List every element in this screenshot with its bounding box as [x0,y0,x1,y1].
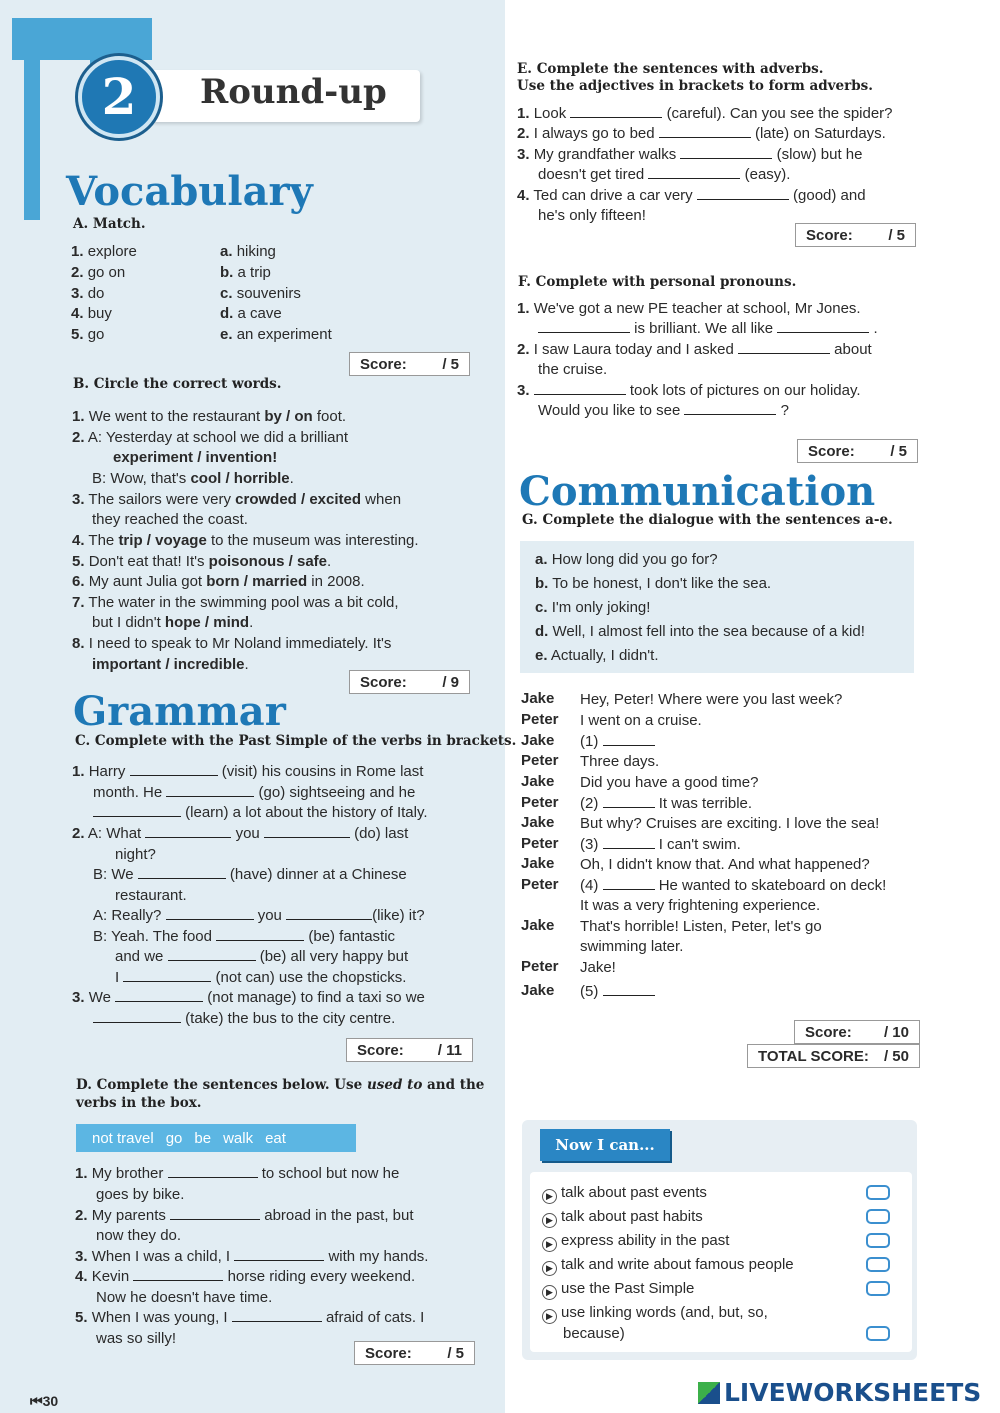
can-do-checkbox[interactable] [866,1281,890,1296]
dialogue-line: (4) He wanted to skateboard on deck! [580,877,887,894]
grammar-d-line: was so silly! [96,1330,177,1347]
pronoun-line: 3. took lots of pictures on our holiday. [517,382,861,399]
dialogue-option-b: b. To be honest, I don't like the sea. [535,575,772,592]
dialogue-line: That's horrible! Listen, Peter, let's go [580,918,822,935]
dialogue-line: I went on a cruise. [580,712,702,729]
answer-blank[interactable] [777,320,869,333]
circle-option[interactable]: important / incredible [92,656,245,673]
circle-sentence-3-cont: they reached the coast. [92,511,248,528]
answer-blank[interactable] [738,341,830,354]
grammar-c-line: B: We (have) dinner at a Chinese [93,866,407,883]
dialogue-speaker: Jake [521,855,555,872]
exercise-f-instruction: F. Complete with personal pronouns. [518,274,797,290]
answer-blank[interactable] [123,969,211,982]
answer-blank[interactable] [166,784,254,797]
grammar-c-line: 2. A: What you (do) last [72,825,409,842]
circle-sentence-3: 3. The sailors were very crowded / excited when [72,491,402,508]
dialogue-speaker: Jake [521,732,555,749]
dialogue-speaker: Peter [521,794,559,811]
dialogue-line: (2) It was terrible. [580,795,753,812]
score-box-a: Score: / 5 [349,352,470,376]
match-right-d: d. a cave [220,305,282,322]
answer-blank[interactable] [145,825,231,838]
rewind-icon: ⏮ [30,1393,43,1409]
answer-blank[interactable] [216,928,304,941]
can-do-item: ▶ talk about past events [542,1183,707,1204]
circle-sentence-5: 5. Don't eat that! It's poisonous / safe. [72,553,332,570]
dialogue-line: Did you have a good time? [580,774,759,791]
grammar-c-line: B: Yeah. The food (be) fantastic [93,928,396,945]
answer-blank[interactable] [138,866,226,879]
word-box-item: eat [265,1129,286,1147]
dialogue-line: (5) [580,982,655,1001]
exercise-e-instruction-cont: Use the adjectives in brackets to form adverbs. [517,78,873,94]
communication-heading: Communication [519,468,876,515]
total-score-box: TOTAL SCORE: / 50 [747,1044,920,1068]
dialogue-speaker: Peter [521,752,559,769]
dialogue-line: It was a very frightening experience. [580,897,821,914]
score-box-e: Score: / 5 [795,223,916,247]
match-left-3: 3. do [71,285,105,302]
vocabulary-heading: Vocabulary [66,168,313,215]
answer-blank[interactable] [93,1010,181,1023]
can-do-item: ▶ talk about past habits [542,1207,703,1228]
match-right-e: e. an experiment [220,326,332,343]
can-do-checkbox[interactable] [866,1326,890,1341]
answer-blank[interactable] [168,948,256,961]
grammar-c-line: I (not can) use the chopsticks. [115,969,407,986]
play-arrow-icon: ▶ [542,1285,557,1300]
answer-blank[interactable] [534,382,626,395]
answer-blank[interactable] [168,1165,258,1178]
grammar-d-line: goes by bike. [96,1186,185,1203]
grammar-c-line: (take) the bus to the city centre. [93,1009,395,1028]
score-box-b: Score: / 9 [349,670,470,694]
play-arrow-icon: ▶ [542,1261,557,1276]
answer-blank[interactable] [603,877,655,890]
grammar-c-line: 1. Harry (visit) his cousins in Rome last [72,763,424,780]
word-box-item: not travel [92,1129,154,1147]
liveworksheets-logo: LIVEWORKSHEETS [698,1378,981,1407]
can-do-item-cont: because) [563,1325,625,1342]
circle-option[interactable]: hope / mind [164,614,250,631]
answer-blank[interactable] [166,907,254,920]
dialogue-option-a: a. How long did you go for? [535,551,718,568]
answer-blank[interactable] [603,836,655,849]
match-right-b: b. a trip [220,264,271,281]
grammar-d-line: 5. When I was young, I afraid of cats. I [75,1309,425,1326]
circle-sentence-1: 1. We went to the restaurant by / on foot. [72,408,347,425]
word-box-item: be [194,1129,212,1147]
circle-option[interactable]: born / married [206,573,308,590]
score-box-c: Score: / 11 [346,1038,473,1062]
grammar-c-line: (learn) a lot about the history of Italy. [93,803,428,822]
answer-blank[interactable] [603,983,655,996]
answer-blank[interactable] [684,402,776,415]
score-box-d: Score: / 5 [354,1341,475,1365]
dialogue-line: Three days. [580,753,660,770]
score-box-f: Score: / 5 [797,439,918,463]
pronoun-line: 2. I saw Laura today and I asked about [517,341,872,358]
pronoun-line: the cruise. [538,361,608,378]
dialogue-line: swimming later. [580,938,684,955]
paint-drip [24,60,40,220]
dialogue-speaker: Jake [521,982,555,999]
answer-blank[interactable] [697,187,789,200]
circle-sentence-2: 2. A: Yesterday at school we did a brilliant [72,429,349,446]
play-arrow-icon: ▶ [542,1309,557,1324]
can-do-checkbox[interactable] [866,1233,890,1248]
grammar-d-line: 2. My parents abroad in the past, but [75,1207,414,1224]
answer-blank[interactable] [603,733,655,746]
dialogue-speaker: Jake [521,917,555,934]
answer-blank[interactable] [603,795,655,808]
grammar-heading: Grammar [73,688,286,735]
grammar-c-line: month. He (go) sightseeing and he [93,784,416,801]
grammar-d-line: 4. Kevin horse riding every weekend. [75,1268,416,1285]
dialogue-line: Hey, Peter! Where were you last week? [580,691,843,708]
circle-sentence-8-cont: important / incredible. [92,656,249,673]
can-do-item: ▶ express ability in the past [542,1231,729,1252]
dialogue-speaker: Jake [521,814,555,831]
adverb-line: 3. My grandfather walks (slow) but he [517,146,863,163]
score-box-g: Score: / 10 [794,1020,920,1044]
now-i-can-label: Now I can... [540,1129,670,1161]
dialogue-line: Jake! [580,959,616,976]
answer-blank[interactable] [680,146,772,159]
circle-option[interactable]: poisonous / safe [208,553,328,570]
circle-sentence-2-cont [113,448,277,467]
adverb-line: 4. Ted can drive a car very (good) and [517,187,866,204]
answer-blank[interactable] [133,1268,223,1281]
answer-blank[interactable] [659,125,751,138]
unit-number-badge: 2 [78,56,160,138]
dialogue-speaker: Jake [521,773,555,790]
match-right-c: c. souvenirs [220,285,301,302]
can-do-item: ▶ use the Past Simple [542,1279,694,1300]
dialogue-option-d: d. Well, I almost fell into the sea because of a kid! [535,623,865,640]
dialogue-line: But why? Cruises are exciting. I love the sea! [580,815,880,832]
answer-blank[interactable] [170,1207,260,1220]
answer-blank[interactable] [232,1309,322,1322]
answer-blank[interactable] [538,320,630,333]
grammar-c-line: A: Really? you (like) it? [93,907,425,924]
dialogue-speaker: Peter [521,958,559,975]
page-number: ⏮30 [30,1393,59,1409]
dialogue-option-e: e. Actually, I didn't. [535,647,659,664]
dialogue-speaker: Jake [521,690,555,707]
circle-option[interactable]: by / on [264,408,313,425]
grammar-d-line: now they do. [96,1227,182,1244]
answer-blank[interactable] [130,763,218,776]
word-box-item: go [165,1129,183,1147]
play-arrow-icon: ▶ [542,1237,557,1252]
pronoun-line: is brilliant. We all like . [538,319,878,338]
answer-blank[interactable] [648,166,740,179]
pronoun-line: Would you like to see ? [538,402,789,419]
grammar-c-line: restaurant. [115,887,187,904]
dialogue-line: Oh, I didn't know that. And what happened? [580,856,870,873]
grammar-d-line: 1. My brother to school but now he [75,1165,400,1182]
exercise-c-instruction: C. Complete with the Past Simple of the verbs in brackets. [75,733,517,749]
match-right-a: a. hiking [220,243,276,260]
can-do-item: ▶ talk and write about famous people [542,1255,794,1276]
dialogue-speaker: Peter [521,711,559,728]
word-box [76,1124,356,1152]
circle-sentence-6: 6. My aunt Julia got born / married in 2008. [72,573,365,590]
can-do-checkbox[interactable] [866,1209,890,1224]
dialogue-line: (3) I can't swim. [580,836,741,853]
play-arrow-icon: ▶ [542,1213,557,1228]
can-do-item: ▶ use linking words (and, but, so, [542,1303,768,1324]
paint-header-bar [12,18,152,60]
match-left-2: 2. go on [71,264,126,281]
answer-blank[interactable] [234,1248,324,1261]
answer-blank[interactable] [286,907,372,920]
circle-option[interactable]: crowded / excited [235,491,362,508]
circle-option[interactable]: experiment / invention! [113,449,278,466]
match-left-1: 1. explore [71,243,137,260]
circle-sentence-4: 4. The trip / voyage to the museum was interesting. [72,532,419,549]
answer-blank[interactable] [570,105,662,118]
circle-option[interactable]: cool / horrible [190,470,290,487]
adverb-line: 1. Look (careful). Can you see the spider? [517,105,893,122]
adverb-line: 2. I always go to bed (late) on Saturdays. [517,125,886,142]
exercise-d-instruction: D. Complete the sentences below. Use used to and the [76,1077,485,1093]
dialogue-line: (1) [580,732,655,751]
answer-blank[interactable] [93,804,181,817]
exercise-b-instruction: B. Circle the correct words. [73,376,282,392]
grammar-c-line: night? [115,846,156,863]
exercise-d-instruction-cont: verbs in the box. [76,1095,202,1111]
answer-blank[interactable] [264,825,350,838]
grammar-d-line: 3. When I was a child, I with my hands. [75,1248,429,1265]
grammar-c-line: and we (be) all very happy but [115,948,409,965]
exercise-a-instruction: A. Match. [73,216,146,232]
can-do-checkbox[interactable] [866,1257,890,1272]
logo-icon [698,1382,720,1404]
circle-sentence-7: 7. The water in the swimming pool was a bit cold, [72,594,399,611]
dialogue-option-c: c. I'm only joking! [535,599,651,616]
circle-option[interactable]: trip / voyage [118,532,207,549]
dialogue-speaker: Peter [521,876,559,893]
dialogue-speaker: Peter [521,835,559,852]
exercise-e-instruction: E. Complete the sentences with adverbs. [517,61,824,77]
play-arrow-icon: ▶ [542,1189,557,1204]
pronoun-line: 1. We've got a new PE teacher at school, Mr Jones. [517,300,861,317]
circle-sentence-8: 8. I need to speak to Mr Noland immediately. It's [72,635,392,652]
exercise-g-instruction: G. Complete the dialogue with the sentences a-e. [522,512,893,528]
word-box-item: walk [223,1129,254,1147]
can-do-checkbox[interactable] [866,1185,890,1200]
circle-sentence-2-b: B: Wow, that's cool / horrible. [92,470,294,487]
grammar-d-line: Now he doesn't have time. [96,1289,273,1306]
grammar-c-line: 3. We (not manage) to find a taxi so we [72,989,425,1006]
adverb-line: he's only fifteen! [538,207,646,224]
answer-blank[interactable] [115,989,203,1002]
match-left-4: 4. buy [71,305,112,322]
match-left-5: 5. go [71,326,105,343]
unit-title: Round-up [200,72,387,112]
circle-sentence-7-cont: but I didn't hope / mind. [92,614,254,631]
adverb-line: doesn't get tired (easy). [538,166,791,183]
